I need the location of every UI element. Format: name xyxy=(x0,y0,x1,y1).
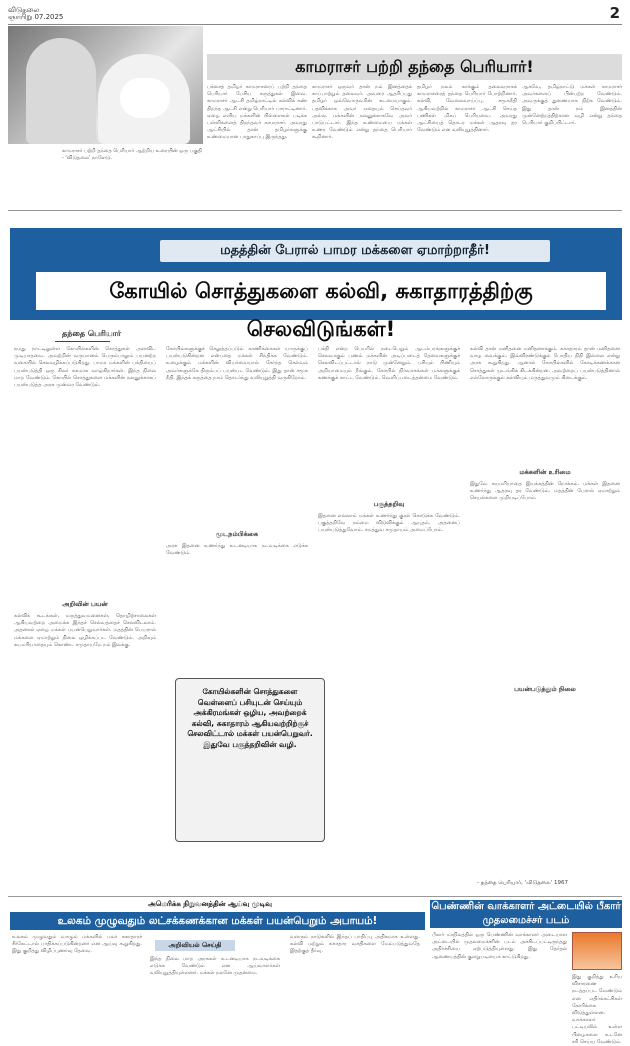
main-col-4-text: கல்வி தான் மனிதனை மனிதனாக்கும். சுகாதாரம் தான் மனிதனை வாழ வைக்கும். இவ்விரண்டுக்கும் போதிய நிதி இல்லை என்று அரசு கூறுகிறது. ஆனால் கோயில்களில் கோடிக்கணக்கான சொத்துகள் முடங்கிக் கிடக்கின்றன. அவற்றைப் பயன்படுத்தினால் எல்லோருக்கும் கல்வியும் மருத்துவமும் கிடைக்கும். xyxy=(470,346,620,381)
top-article-title: காமராசர் பற்றி தந்தை பெரியார்! xyxy=(207,54,622,80)
bottom-left-tag: அறிவியல் செய்தி xyxy=(155,940,235,951)
periyar-photo xyxy=(8,26,203,144)
subheading-4: மக்களின் உரிமை xyxy=(519,468,571,476)
subheading-1: அறிவின் பயன் xyxy=(62,600,108,608)
article-signoff: - தந்தை பெரியார், 'விடுதலை' 1967 xyxy=(477,880,568,886)
main-col-3-text-b: இதனை எல்லாம் மக்கள் உணர்ந்து குரல் கொடுக்க வேண்டும். பகுத்தறிவே நம்மை விடுவிக்கும் ஆயுதம். அதனைப் பயன்படுத்துவோம். சமத்துவ சமுதாயம் அமைப்போம். xyxy=(318,513,460,534)
bottom-left-col-3: வளரும் நாடுகளில் இந்தப் பாதிப்பு அதிகமாக உள்ளது. கல்வி மற்றும் சுகாதார வசதிகளை மேம்படுத்துவதே இதற்குத் தீர்வு. xyxy=(290,934,420,955)
main-column-2 xyxy=(166,346,308,671)
main-col-2-text: கோயில்களுக்குச் செலுத்தப்படும் காணிக்கைகள் யாருக்குப் பயன்படுகின்றன என்பதை மக்கள் சிந்திக்க வேண்டும். உழைக்கும் மக்களின் வியர்வையால் சேர்ந்த செல்வம் அவர்களுக்கே திரும்பப் பயன்பட வேண்டும். இது தான் சமூக நீதி. இந்தக் கருத்தை நாம் தொடர்ந்து வலியுறுத்தி வருகிறோம். xyxy=(166,346,308,381)
main-col-1-text-b: கல்விக் கூடங்கள், மருத்துவமனைகள், தொழிற்சாலைகள் ஆகியவற்றை அமைக்க இந்தச் செல்வத்தைச் செலவிடலாம். அதனால் ஏழை மக்கள் பயன்பெறுவார்கள். மதத்தின் பெயரால் மக்களை ஏமாற்றும் நிலை ஒழிக்கப்பட வேண்டும். அறிவும் சுயமரியாதையும் கொண்ட சமுதாயமே நம் இலக்கு. xyxy=(14,613,156,648)
subheading-3: பகுத்தறிவு xyxy=(373,500,405,508)
publication-date: ஞாயிறு 07.2025 xyxy=(8,13,64,21)
bottom-right-col-1: பீகார் மாநிலத்தில் ஒரு பெண்ணின் வாக்காளர் அடையாள அட்டையில் முதலமைச்சரின் படம் அச்சிடப்பட்டிருந்தது அதிர்ச்சியை ஏற்படுத்தியுள்ளது. இது தேர்தல் ஆணையத்தின் குளறுபடியைக் காட்டுகிறது. xyxy=(432,932,567,960)
main-column-4 xyxy=(470,346,620,876)
bottom-left-col-1: உலகம் முழுவதும் வாழும் மக்களில் பலர் சுகாதாரச் சீர்கேட்டால் பாதிக்கப்படுகின்றனர் என ஆய்வு கூறுகிறது. இது குறித்து விழிப்புணர்வு தேவை. xyxy=(12,934,142,955)
top-article-body xyxy=(207,84,622,206)
subheading-2: மூடநம்பிக்கை xyxy=(215,530,259,538)
page-header xyxy=(8,6,622,20)
main-col-1-text: நமது நாட்டிலுள்ள கோயில்களின் சொத்துகள் அளவிட முடியாதவை. அவற்றின் வருமானம் பெரும்பாலும் பயனற்ற வகையில் செலவழிக்கப்படுகிறது. பாமர மக்களின் பக்தியைப் பயன்படுத்தி ஒரு சிலர் சுகமாக வாழ்கிறார்கள். இந்த நிலை மாற வேண்டும். கோயில் சொத்துகளை மக்களின் நலனுக்காகப் பயன்படுத்த அரசு முன்வர வேண்டும். xyxy=(14,346,156,389)
top-article-col-2: காமராசர் ஒருவர் தான் நம் இனத்தைக் காப்பாற்றும் தலைவர். அவரை ஆதரிப்பது தமிழர் ஒவ்வொருவரின் கடமையாகும். பதவிக்காக அவர் எதையும் செய்தவர் அல்ல. மக்களின் நலனுக்காகவே அவர் பாடுபட்டார். இந்த உண்மையை மக்கள் உணர வேண்டும் என்று தந்தை பெரியார் கூறினார். xyxy=(312,84,412,141)
byline-underline xyxy=(55,341,110,342)
bottom-left-col-2: இந்த நிலை மாற அரசுகள் உடனடியாக நடவடிக்கை எடுக்க வேண்டும் என ஆய்வாளர்கள் வலியுறுத்தியுள்ளனர். மக்கள் நலனே முதன்மை. xyxy=(150,956,280,977)
main-column-3 xyxy=(318,346,460,892)
publication-name: விடுதலை xyxy=(8,6,40,14)
main-column-1 xyxy=(14,346,156,892)
main-col-2-text-b: அரசு இதனை உணர்ந்து உடனடியாக நடவடிக்கை எடுக்க வேண்டும். xyxy=(166,543,308,557)
main-headline: கோயில் சொத்துகளை கல்வி, சுகாதாரத்திற்கு செலவிடுங்கள்! xyxy=(36,272,606,310)
bottom-right-headline: பெண்ணின் வாக்காளர் அட்டையில் பீகார் முதலமைச்சர் படம் xyxy=(431,901,621,926)
main-col-4-text-b: இதுவே சுயமரியாதை இயக்கத்தின் நோக்கம். மக்கள் இதனை உணர்ந்து ஆதரவு தர வேண்டும். மதத்தின் பேரால் ஏமாற்றும் செயல்களை முறியடிப்போம். xyxy=(470,481,620,502)
bottom-left-kicker: அமெரிக்க நிறுவனத்தின் ஆய்வு முடிவு xyxy=(148,900,272,908)
photo-caption: காமராசர் பற்றி தந்தை பெரியார் ஆற்றிய உரையின் ஒரு பகுதி - 'விடுதலை' நாளேடு. xyxy=(62,148,202,161)
bottom-right-col-2: இது குறித்து உரிய விசாரணை நடத்தப்பட வேண்டும் என எதிர்க்கட்சிகள் கோரிக்கை விடுத்துள்ளன. வாக்காளர் பட்டியலில் உள்ள பிழைகளை உடனே சரி செய்ய வேண்டும். xyxy=(572,974,622,1045)
top-article-col-1: பச்சைத் தமிழர் காமராசரைப் பற்றி தந்தை பெரியார் பேசிய கருத்துகள் இவை. காமராசர் ஆட்சி தமிழ்நாட்டில் கல்விக் கண் திறந்த ஆட்சி என்று பெரியார் பாராட்டினார். ஏழை எளிய மக்களின் பிள்ளைகள் படிக்க பள்ளிகளைத் திறந்தவர் காமராசர். அவரது ஆட்சியில் தான் தமிழர்களுக்கு உண்மையான பாதுகாப்பு இருந்தது. xyxy=(207,84,307,141)
main-kicker: மதத்தின் பேரால் பாமர மக்களை ஏமாற்றாதீர்! xyxy=(160,240,550,262)
voter-id-image xyxy=(572,932,622,970)
pull-quote-box: கோயில்களின் சொத்துகளை வெள்ளைப் பசியுடன் செய்யும் அக்கிரமங்கள் ஒழிய, அவற்றைக் கல்வி, சுகாதாரம் ஆகியவற்றிற்குச் செலவிட்டால் மக்கள் பயன்பெறுவர். இதுவே பகுத்தறிவின் வழி. xyxy=(175,678,325,842)
section-divider xyxy=(8,210,622,211)
header-divider xyxy=(8,24,622,25)
top-article-col-4: ஆகவே, தமிழ்நாட்டு மக்கள் காமராசர் அவர்களைப் பின்பற்ற வேண்டும். அவருக்குத் துணையாக நிற்க வேண்டும். இது தான் நம் இனத்தின் முன்னேற்றத்திற்கான வழி என்று தந்தை பெரியார் குறிப்பிட்டார். xyxy=(522,84,622,127)
person-left-figure xyxy=(26,38,96,144)
byline: தந்தை பெரியார் xyxy=(62,329,122,338)
bottom-left-headline: உலகம் முழுவதும் லட்சக்கணக்கான மக்கள் பயன்பெறும் அபாயம்! xyxy=(10,912,425,930)
main-col-3-text: பக்தி என்ற பெயரில் நடைபெறும் ஆடம்பரங்களுக்குச் செலவாகும் பணம் மக்களின் அடிப்படைத் தேவைகளுக்குச் செலவிடப்பட்டால் நாடு முன்னேறும். பசியும் பிணியும் அறியாமையும் நீங்கும். கோயில் நிர்வாகங்கள் மக்களுக்குக் கணக்குக் காட்ட வேண்டும். வெளிப்படைத்தன்மை வேண்டும். xyxy=(318,346,460,381)
subheading-5: பயன்படுத்தும் நிலை xyxy=(514,685,576,693)
page-number: 2 xyxy=(609,4,620,22)
top-article-col-3: தமிழர் நலம் காக்கும் தலைவராகக் காமராசரைத் தந்தை பெரியார் போற்றினார். கல்வி, வேலைவாய்ப்பு, சமூகநீதி ஆகியவற்றில் காமராசர் ஆட்சி செய்த பணிகள் மிகப் பெரியவை. அவரது ஆட்சியைத் தொடர மக்கள் ஆதரவு தர வேண்டும் என வலியுறுத்தினார். xyxy=(417,84,517,134)
beard-shape xyxy=(120,78,170,118)
bottom-divider xyxy=(8,896,622,897)
